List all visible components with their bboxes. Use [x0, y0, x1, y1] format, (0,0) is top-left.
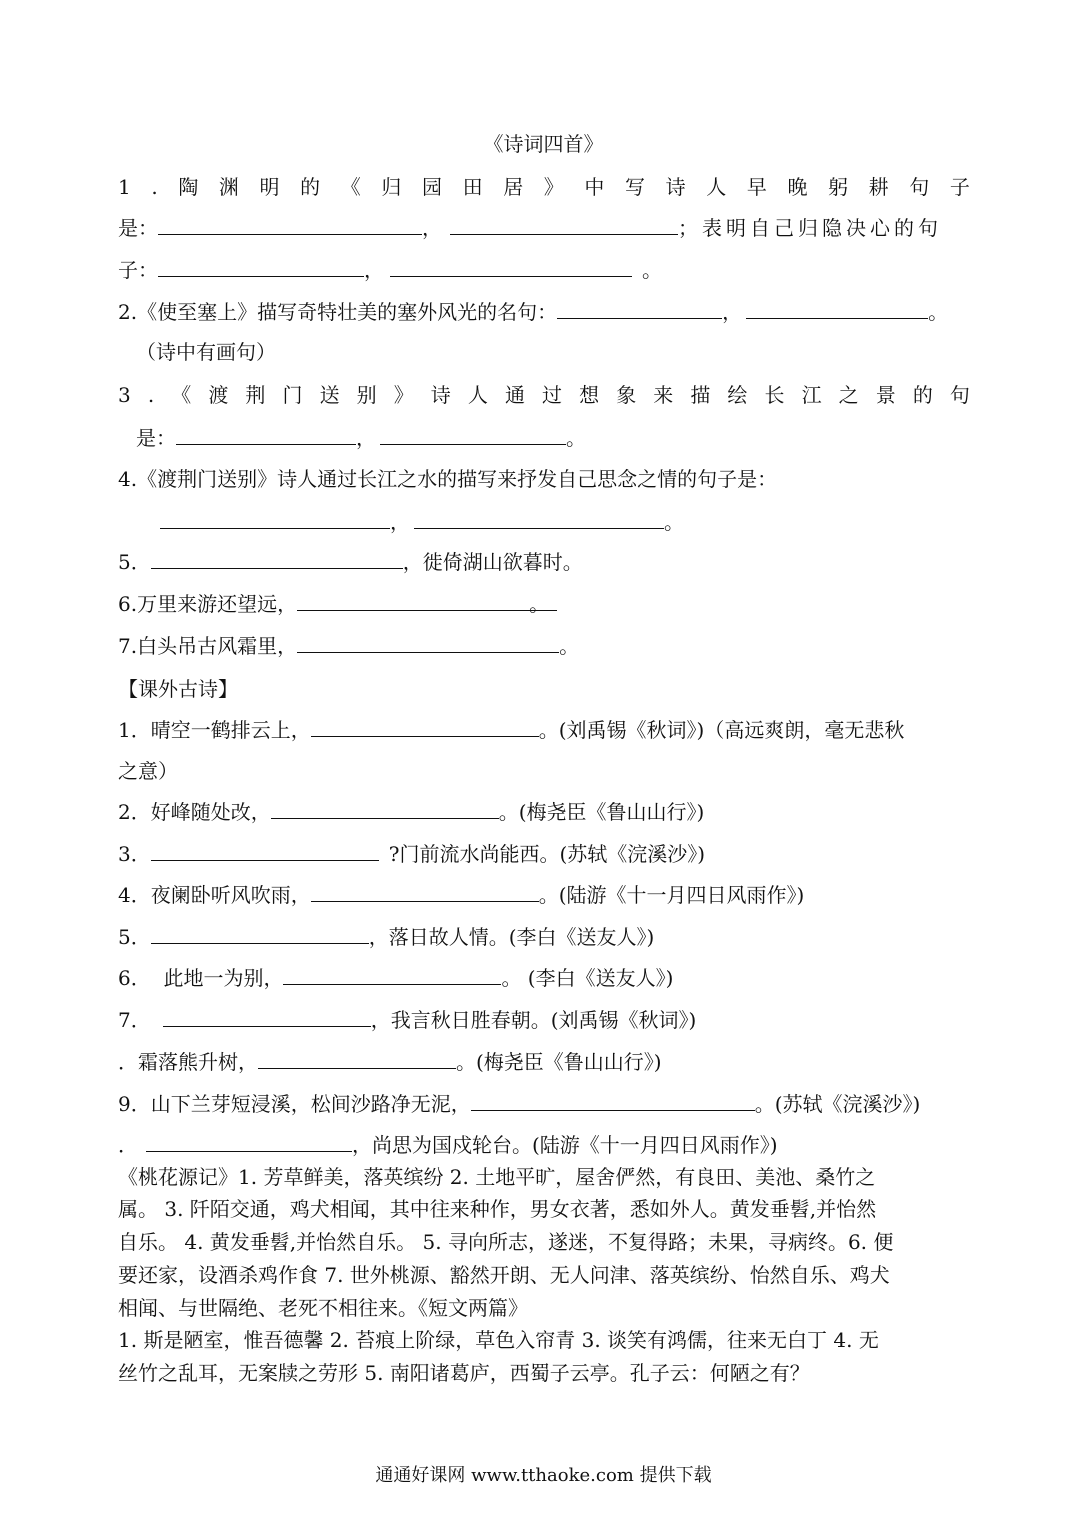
row-char: 中: [584, 175, 605, 199]
row-char: 绘: [727, 383, 748, 407]
extra-3: 3． ?门前流水尚能西。(苏轼《浣溪沙》): [118, 842, 706, 866]
row-char: 别: [356, 383, 377, 407]
row-char: 陶: [178, 175, 199, 199]
blank[interactable]: [160, 508, 390, 529]
row-char: 过: [542, 383, 563, 407]
row-char: 》: [393, 383, 414, 407]
q4-blanks: ， 。: [160, 508, 684, 536]
q1-row2: 是： ， ；表明自己归隐决心的句: [118, 216, 942, 240]
q7-row: 7.白头吊古风霜里， 。: [118, 634, 580, 658]
blank[interactable]: [471, 1090, 755, 1111]
row-char: 人: [467, 383, 488, 407]
answer-line: 要还家，设酒杀鸡作食 7. 世外桃源、豁然开朗、无人问津、落英缤纷、怡然自乐、鸡犬: [118, 1263, 890, 1287]
row-char: 门: [282, 383, 303, 407]
row-char: 象: [616, 383, 637, 407]
row-char: 归: [381, 175, 402, 199]
extra-7: 7． ，我言秋日胜春朝。(刘禹锡《秋词》): [118, 1008, 697, 1032]
row-char: .: [147, 383, 155, 407]
q3-row1: [118, 381, 970, 409]
extra-8: ．霜落熊升树， 。(梅尧臣《鲁山山行》): [118, 1050, 662, 1074]
answer-line: 《桃花源记》1. 芳草鲜美，落英缤纷 2. 土地平旷，屋舍俨然，有良田、美池、桑竹之: [118, 1165, 876, 1189]
row-char: 园: [421, 175, 442, 199]
row-char: 子: [949, 175, 970, 199]
row-char: 想: [579, 383, 600, 407]
q1-row1: [118, 173, 970, 201]
row-char: 荆: [245, 383, 266, 407]
blank[interactable]: [557, 298, 722, 319]
row-char: 明: [259, 175, 280, 199]
row-char: 之: [838, 383, 859, 407]
row-char: 的: [300, 175, 321, 199]
row-char: 江: [801, 383, 822, 407]
q3-row2: 是： ， 。: [136, 426, 586, 450]
row-char: 耕: [868, 175, 889, 199]
blank[interactable]: [297, 632, 559, 653]
blank[interactable]: [271, 798, 499, 819]
row-char: 句: [909, 175, 930, 199]
q2-note: （诗中有画句）: [136, 340, 276, 364]
q6-row: 6.万里来游还望远， 。: [118, 590, 557, 618]
row-char: 《: [171, 383, 192, 407]
extra-2: 2．好峰随处改， 。(梅尧臣《鲁山山行》): [118, 800, 705, 824]
row-char: 景: [875, 383, 896, 407]
row-char: 写: [625, 175, 646, 199]
extra-9: 9．山下兰芽短浸溪，松间沙路净无泥， 。(苏轼《浣溪沙》): [118, 1092, 921, 1116]
blank[interactable]: [283, 964, 501, 985]
row-char: 来: [653, 383, 674, 407]
blank[interactable]: [380, 424, 566, 445]
extra-6: 6． 此地一为别， 。 (李白《送友人》): [118, 966, 674, 990]
answer-line: 1. 斯是陋室，惟吾德馨 2. 苔痕上阶绿，草色入帘青 3. 谈笑有鸿儒，往来无白丁 4. 无: [118, 1328, 879, 1352]
row-char: 居: [503, 175, 524, 199]
row-char: 通: [504, 383, 525, 407]
blank[interactable]: [151, 923, 369, 944]
blank[interactable]: [746, 298, 928, 319]
row-char: 》: [543, 175, 564, 199]
extra-5: 5． ，落日故人情。(李白《送友人》): [118, 925, 655, 949]
blank[interactable]: [390, 256, 632, 277]
row-char: 晚: [787, 175, 808, 199]
row-char: 诗: [665, 175, 686, 199]
blank[interactable]: [258, 1048, 456, 1069]
row-char: 描: [690, 383, 711, 407]
q5-row: 5． ，徙倚湖山欲暮时。: [118, 550, 583, 574]
q2-row: 2.《使至塞上》描写奇特壮美的塞外风光的名句： ， 。: [118, 300, 949, 324]
row-char: 田: [462, 175, 483, 199]
blank[interactable]: [151, 548, 403, 569]
row-char: 3: [118, 383, 131, 407]
answer-line: 丝竹之乱耳，无案牍之劳形 5. 南阳诸葛庐，西蜀子云亭。孔子云：何陋之有？: [118, 1361, 810, 1385]
answer-line: 自乐。 4. 黄发垂髫,并怡然自乐。 5. 寻向所志，遂迷，不复得路；未果，寻病终。6. 便: [118, 1230, 894, 1254]
page-footer: 通通好课网 www.tthaoke.com 提供下载: [375, 1465, 712, 1486]
blank[interactable]: [146, 1131, 352, 1152]
blank[interactable]: [151, 840, 379, 861]
answer-line: 相闻、与世隔绝、老死不相往来。《短文两篇》: [118, 1296, 528, 1320]
blank[interactable]: [311, 881, 539, 902]
row-char: 的: [912, 383, 933, 407]
blank[interactable]: [163, 1006, 371, 1027]
row-char: 渊: [218, 175, 239, 199]
row-char: 渡: [208, 383, 229, 407]
row-char: 《: [340, 175, 361, 199]
blank[interactable]: [176, 424, 356, 445]
row-char: 躬: [828, 175, 849, 199]
row-char: 人: [706, 175, 727, 199]
extra-4: 4．夜阑卧听风吹雨， 。(陆游《十一月四日风雨作》): [118, 883, 805, 907]
blank[interactable]: 。: [297, 590, 557, 611]
blank[interactable]: [414, 508, 664, 529]
q1-row3: 子： ， 。: [118, 258, 662, 282]
extra-10: ． ，尚思为国戍轮台。(陆游《十一月四日风雨作》): [118, 1133, 778, 1157]
row-char: .: [151, 175, 158, 199]
row-char: 长: [764, 383, 785, 407]
blank[interactable]: [450, 214, 678, 235]
row-char: 1: [118, 175, 131, 199]
row-char: 诗: [430, 383, 451, 407]
extra-1-cont: 之意）: [118, 759, 178, 783]
row-char: 送: [319, 383, 340, 407]
row-char: 早: [746, 175, 767, 199]
q4-row: 4.《渡荆门送别》诗人通过长江之水的描写来抒发自己思念之情的句子是：: [118, 467, 778, 491]
page-title: 《诗词四首》: [483, 132, 604, 156]
extra-1: 1．晴空一鹤排云上， 。(刘禹锡《秋词》)（高远爽朗，毫无悲秋: [118, 718, 905, 742]
blank[interactable]: [158, 214, 422, 235]
blank[interactable]: [158, 256, 364, 277]
blank[interactable]: [311, 716, 539, 737]
answer-line: 属。 3. 阡陌交通，鸡犬相闻，其中往来种作，男女衣著，悉如外人。黄发垂髫,并怡然: [118, 1197, 877, 1221]
section-heading: 【课外古诗】: [118, 677, 238, 701]
row-char: 句: [949, 383, 970, 407]
